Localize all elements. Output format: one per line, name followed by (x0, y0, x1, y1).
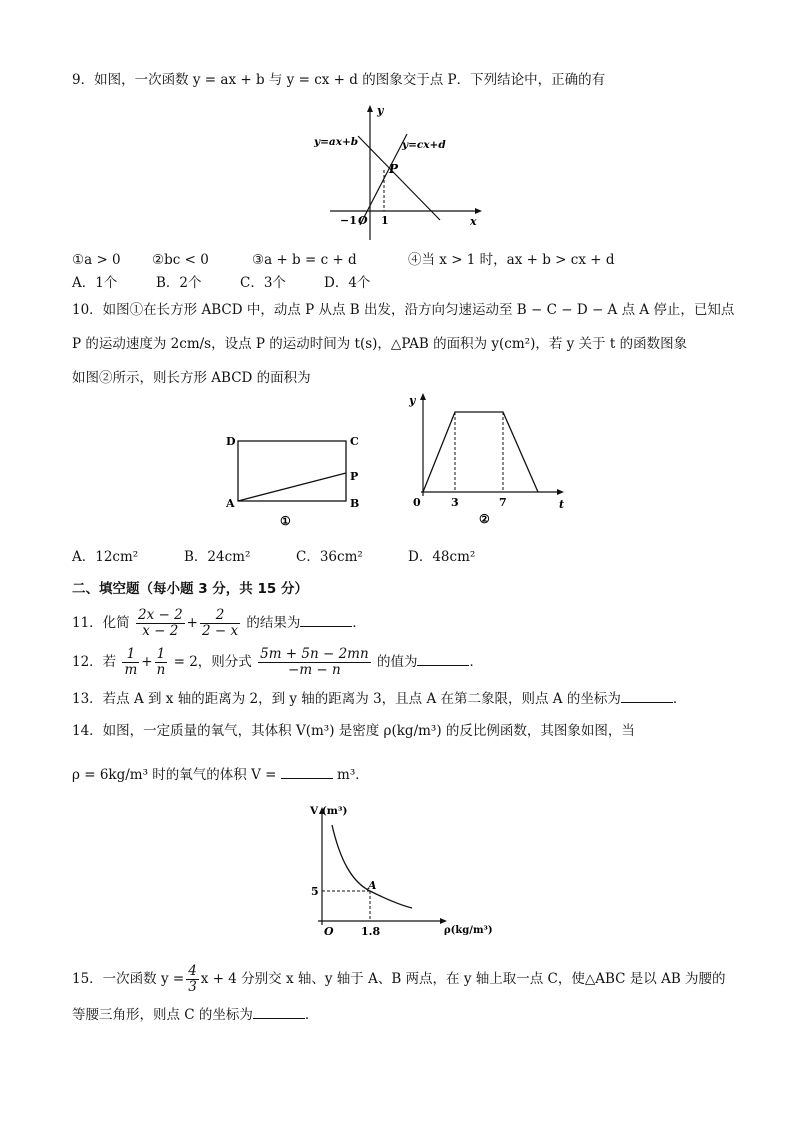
q10-t-arrow (557, 489, 564, 495)
q9-stem: 9．如图，一次函数 y = ax + b 与 y = cx + d 的图象交于点 P．下列结论中，正确的有 (72, 72, 606, 88)
q9-label-m1: −1 (340, 214, 357, 227)
q14-line2-prefix: ρ = 6kg/m³ 时的氧气的体积 V = (72, 767, 277, 783)
q10-function-graph (423, 412, 538, 492)
q10-label-3: 3 (451, 496, 459, 509)
section-2-title: 二、填空题（每小题 3 分，共 15 分） (72, 581, 308, 597)
q10-stem-line3: 如图②所示，则长方形 ABCD 的面积为 (72, 370, 311, 386)
q12-suffix: 的值为 (376, 654, 418, 670)
q13-answer-blank[interactable] (621, 688, 673, 703)
q12-f1-num: 1 (122, 647, 139, 663)
q11-f1-den: x − 2 (142, 623, 179, 639)
q9-label-line2: y=cx+d (402, 139, 446, 151)
q10-label-7: 7 (499, 496, 507, 509)
q9-statement-2: ②bc < 0 (152, 252, 209, 268)
q11-plus: + (186, 615, 198, 631)
q12-f3-num: 5m + 5n − 2mn (260, 646, 369, 662)
q15-answer-blank[interactable] (253, 1004, 305, 1019)
q12-f3-den: −m − n (288, 662, 341, 678)
q11-fraction-1 (136, 608, 185, 639)
q14-answer-blank[interactable] (281, 764, 333, 779)
q10-caption-1: ① (280, 514, 291, 528)
q12-mid: = 2，则分式 (173, 654, 252, 670)
q11-prefix: 11．化简 (72, 615, 130, 631)
q12-f2-num: 1 (155, 647, 168, 663)
q11-fraction-2 (200, 608, 240, 639)
q10-label-y: y (409, 394, 416, 407)
q11 (72, 606, 366, 640)
q10-caption-2: ② (479, 512, 490, 526)
q14-label-v: V (m³) (310, 805, 348, 817)
q9-option-b[interactable]: B．2个 (156, 275, 202, 291)
q14-line2-suffix: m³． (337, 767, 369, 783)
q15-f-den: 3 (188, 979, 197, 995)
q14-label-18: 1.8 (361, 925, 381, 938)
q10-rectangle (238, 441, 346, 501)
q10-option-c[interactable]: C．36cm² (296, 549, 363, 565)
q12-answer-blank[interactable] (417, 651, 469, 666)
q12-fraction-2 (155, 647, 168, 678)
q11-answer-blank[interactable] (300, 612, 352, 627)
q9-label-o: O (358, 214, 368, 227)
q12-end: ． (469, 654, 483, 670)
q11-f2-den: 2 − x (201, 623, 239, 639)
q10-options (72, 547, 475, 567)
q9-y-arrow (367, 105, 373, 112)
q15-line2-text: 等腰三角形，则点 C 的坐标为 (72, 1007, 253, 1023)
q9-statement-3: ③a + b = c + d (252, 252, 357, 268)
q9-label-p: P (389, 162, 399, 176)
q10-label-b: B (350, 497, 360, 510)
q10-rectangle-figure (220, 425, 370, 530)
q9-label-y: y (377, 104, 384, 117)
q10-y-arrow (420, 393, 426, 400)
q14-figure (300, 800, 500, 945)
q11-suffix: 的结果为 (246, 615, 301, 631)
q10-option-a[interactable]: A．12cm² (72, 549, 139, 565)
q14-stem-line1: 14．如图，一定质量的氧气，其体积 V(m³) 是密度 ρ(kg/m³) 的反比例函数，其图象如图，当 (72, 723, 635, 739)
q15-line2 (72, 1004, 318, 1025)
q14-label-o: O (324, 925, 334, 938)
q15-prefix: 15．一次函数 y = (72, 971, 185, 987)
q9-label-1: 1 (381, 214, 389, 227)
q15-fraction (186, 964, 199, 995)
q14-label-rho: ρ(kg/m³) (444, 925, 493, 936)
q15-f-num: 4 (188, 963, 197, 979)
q10-label-a: A (226, 497, 235, 510)
q10-label-p: P (350, 470, 359, 483)
q9-option-a[interactable]: A．1个 (72, 275, 118, 291)
q12-plus: + (141, 654, 153, 670)
q12-f2-den: n (156, 662, 166, 678)
q10-option-d[interactable]: D．48cm² (408, 549, 476, 565)
q12-fraction-1 (122, 647, 139, 678)
q9-figure (310, 100, 490, 250)
q9-option-d[interactable]: D．4个 (324, 275, 371, 291)
q14-rho-arrow (440, 918, 447, 924)
q14-inverse-curve (332, 825, 412, 908)
q12 (72, 645, 483, 679)
q10-label-d: D (226, 435, 236, 448)
q9-statements (72, 250, 614, 270)
q9-label-line1: y=ax+b (314, 136, 359, 148)
q9-label-x: x (470, 215, 477, 228)
q13-end: ． (672, 691, 687, 707)
q12-f1-den: m (124, 662, 138, 678)
q11-f2-num: 2 (200, 608, 240, 624)
q14-label-a: A (368, 879, 377, 892)
q10-option-b[interactable]: B．24cm² (184, 549, 251, 565)
q14-label-5: 5 (311, 885, 319, 898)
q13 (72, 688, 686, 709)
q15-end: ． (304, 1007, 319, 1023)
q9-option-c[interactable]: C．3个 (240, 275, 286, 291)
q11-end: ． (352, 615, 366, 631)
q10-label-0: 0 (413, 496, 421, 509)
q12-fraction-3 (258, 647, 371, 678)
q15-line1 (72, 962, 726, 996)
q14-stem-line2 (72, 764, 369, 785)
q10-label-c: C (350, 435, 359, 448)
q9-statement-1: ①a > 0 (72, 252, 121, 268)
q10-segment-ap (238, 473, 346, 501)
q10-label-t: t (559, 498, 565, 511)
q10-stem-line1: 10．如图①在长方形 ABCD 中，动点 P 从点 B 出发，沿方向匀速运动至 B − C − D − A 点 A 停止，已知点 (72, 302, 735, 318)
q12-prefix: 12．若 (72, 654, 117, 670)
q9-options (72, 273, 370, 293)
q10-graph-figure (395, 390, 580, 530)
q15-line1-rest: x + 4 分别交 x 轴、y 轴于 A、B 两点，在 y 轴上取一点 C，使△ABC 是以 AB 为腰的 (200, 971, 726, 987)
q9-statement-4: ④当 x > 1 时，ax + b > cx + d (408, 252, 615, 268)
q13-text: 13．若点 A 到 x 轴的距离为 2，到 y 轴的距离为 3，且点 A 在第二象限，则点 A 的坐标为 (72, 691, 621, 707)
q9-x-arrow (475, 208, 482, 214)
q10-stem-line2: P 的运动速度为 2cm/s，设点 P 的运动时间为 t(s)，△PAB 的面积为 y(cm²)，若 y 关于 t 的函数图象 (72, 336, 688, 352)
q11-f1-num: 2x − 2 (137, 607, 183, 623)
